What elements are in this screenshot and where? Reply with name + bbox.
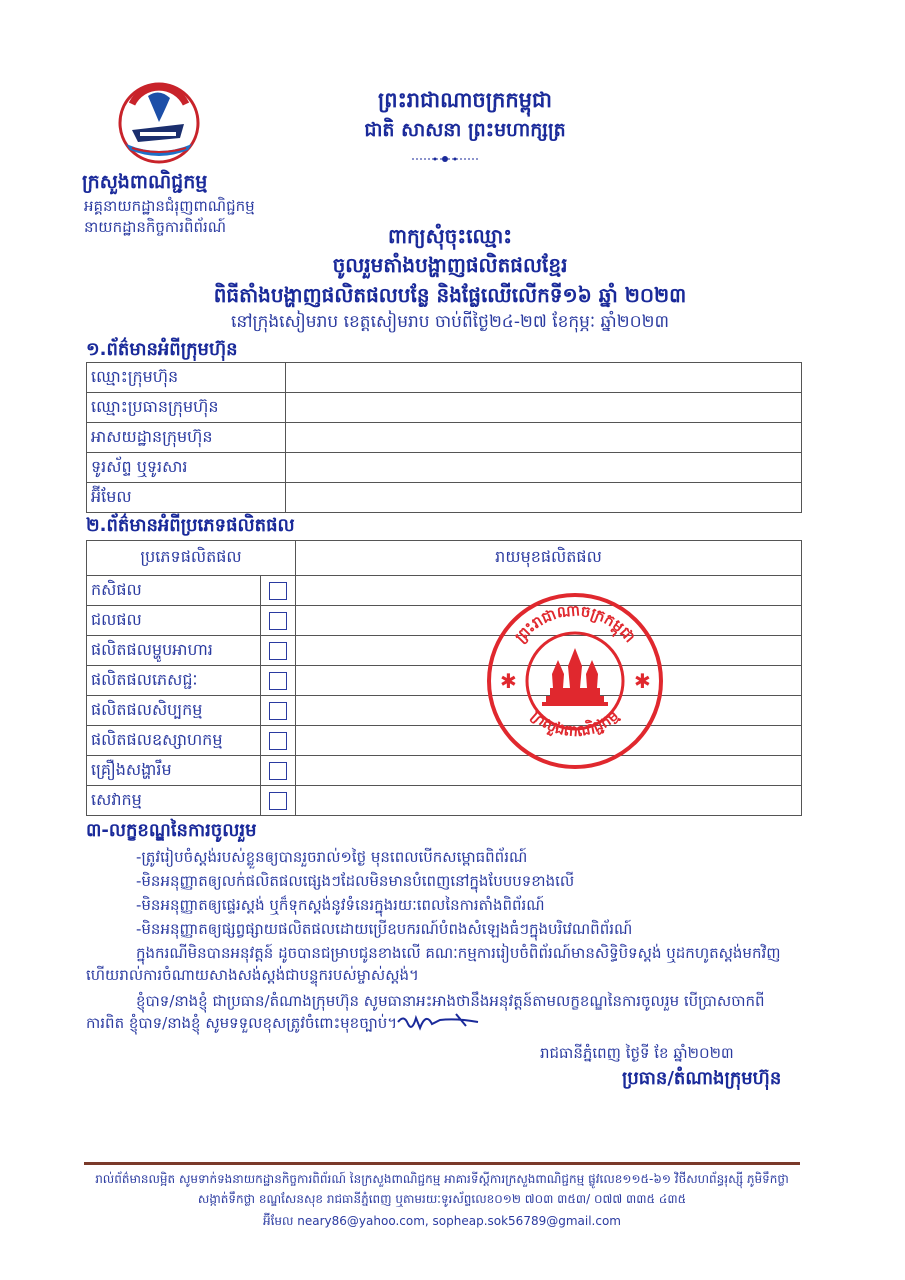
- product-type-checkbox[interactable]: [269, 582, 287, 600]
- product-type-checkbox[interactable]: [269, 762, 287, 780]
- phone-field[interactable]: [286, 453, 802, 483]
- date-line: រាជធានីភ្នំពេញ ថ្ងៃទី ខែ ឆ្នាំ២០២៣: [540, 1044, 734, 1062]
- form-subtitle: ចូលរួមតាំងបង្ហាញផលិតផលខ្មែរ: [332, 253, 568, 277]
- table-row: [87, 606, 802, 636]
- table-row: [87, 393, 802, 423]
- email-field[interactable]: [286, 483, 802, 513]
- product-type-checkbox[interactable]: [269, 642, 287, 660]
- table-row: [87, 423, 802, 453]
- section3-heading: ៣-លក្ខខណ្ឌនៃការចូលរួម: [86, 820, 257, 841]
- product-type-checkbox[interactable]: [269, 612, 287, 630]
- svg-text:✱: ✱: [500, 669, 517, 693]
- address-label: អាសយដ្ឋានក្រុមហ៊ុន: [87, 423, 286, 453]
- seal-top-text: ព្រះរាជាណាចក្រកម្ពុជា: [511, 601, 639, 647]
- pledge-paragraph-line2: ការពិត ខ្ញុំបាទ/នាងខ្ញុំ សូមទទួលខុសត្រូវចំពោះមុខច្បាប់។: [86, 1014, 398, 1032]
- pledge-paragraph-line1: ខ្ញុំបាទ/នាងខ្ញុំ ជាប្រធាន/តំណាងក្រុមហ៊ុន សូមធានាអះអាងថានឹងអនុវត្តន៍តាមលក្ខខណ្ឌនៃការចូលរួម បើប្រាសចាកពី: [136, 992, 765, 1010]
- footer-divider: [84, 1162, 800, 1165]
- table-header-row: [87, 541, 802, 576]
- event-name: ពិធីតាំងបង្ហាញផលិតផលបន្លែ និងផ្លែឈើលើកទី១៦ ឆ្នាំ ២០២៣: [213, 283, 687, 307]
- table-row: [87, 576, 802, 606]
- ministry-logo-icon: [118, 82, 200, 164]
- department-general: អគ្គនាយកដ្ឋានជំរុញពាណិជ្ជកម្ម: [84, 197, 255, 215]
- section1-heading: ១.ព័ត៌មានអំពីក្រុមហ៊ុន: [86, 339, 238, 360]
- form-title: ពាក្យសុំចុះឈ្មោះ: [387, 224, 513, 248]
- director-name-field[interactable]: [286, 393, 802, 423]
- section2-heading: ២.ព័ត៌មានអំពីប្រភេទផលិតផល: [86, 515, 295, 536]
- footer-contact-line2: សង្កាត់ទឹកថ្លា ខណ្ឌសែនសុខ រាជធានីភ្នំពេញ ឬតាមរយៈទូរស័ព្ទលេខ០១២ ៧០៣ ៣៥៣/ ០៧៧ ៣៣៥ ៤៣៥: [197, 1192, 687, 1206]
- national-motto: ជាតិ សាសនា ព្រះមហាក្សត្រ: [364, 119, 566, 141]
- penalty-paragraph-line2: ហើយរាល់ការចំណាយសាងសង់ស្តង់ជាបន្ទុករបស់ម្ចាស់ស្តង់។: [86, 966, 419, 984]
- product-list-cell[interactable]: [296, 786, 802, 816]
- product-type-label: សេវាកម្ម: [87, 786, 261, 816]
- kingdom-title: ព្រះរាជាណាចក្រកម្ពុជា: [377, 87, 552, 112]
- table-row: [87, 363, 802, 393]
- product-type-label: ផលិតផលភេសជ្ជៈ: [87, 666, 261, 696]
- product-type-table: [86, 540, 802, 816]
- table-row: [87, 756, 802, 786]
- table-row: [87, 453, 802, 483]
- ministry-name: ក្រសួងពាណិជ្ជកម្ម: [82, 171, 208, 193]
- product-type-label: ផលិតផលម្ហូបអាហារ: [87, 636, 261, 666]
- phone-label: ទូរស័ព្ទ ឬទូរសារ: [87, 453, 286, 483]
- product-type-checkbox[interactable]: [269, 792, 287, 810]
- company-name-field[interactable]: [286, 363, 802, 393]
- ministry-seal-icon: [486, 592, 664, 770]
- ornament-divider-icon: [412, 154, 478, 164]
- rule-item: -មិនអនុញ្ញាតឲ្យលក់ផលិតផលផ្សេងៗដែលមិនមានបំពេញនៅក្នុងបែបបទខាងលើ: [136, 872, 575, 890]
- product-type-label: កសិផល: [87, 576, 261, 606]
- table-row: [87, 666, 802, 696]
- table-row: [87, 483, 802, 513]
- seal-bottom-text: ក្រសួងពាណិជ្ជកម្ម: [527, 706, 623, 741]
- product-type-label: គ្រឿងសង្ហារឹម: [87, 756, 261, 786]
- table-row: [87, 726, 802, 756]
- handwritten-mark-icon: [396, 1010, 482, 1032]
- table-row: [87, 786, 802, 816]
- address-field[interactable]: [286, 423, 802, 453]
- product-type-checkbox[interactable]: [269, 732, 287, 750]
- table-row: [87, 696, 802, 726]
- svg-text:ក្រសួងពាណិជ្ជកម្ម: [528, 706, 622, 740]
- product-list-header: រាយមុខផលិតផល: [296, 541, 802, 576]
- svg-text:✱: ✱: [634, 669, 651, 693]
- product-type-checkbox[interactable]: [269, 702, 287, 720]
- table-row: [87, 636, 802, 666]
- product-type-label: ផលិតផលឧស្សាហកម្ម: [87, 726, 261, 756]
- rule-item: -មិនអនុញ្ញាតឲ្យផ្ទេរស្តង់ ឬក៏ទុកស្តង់នូវទំនេរក្នុងរយៈពេលនៃការតាំងពិព័រណ៍: [136, 896, 545, 914]
- rule-item: -ត្រូវរៀបចំស្តង់របស់ខ្លួនឲ្យបានរួចរាល់១ថ្ងៃ មុនពេលបើកសម្ពោធពិព័រណ៍: [136, 848, 528, 866]
- footer-contact-line1: រាល់ព័ត៌មានលម្អិត សូមទាក់ទងនាយកដ្ឋានកិច្ចការពិព័រណ៍ នៃក្រសួងពាណិជ្ជកម្ម អាគារទីស្តីការក្រសួងពាណិជ្ជកម្ម ផ្លូវលេខ១១៥-៦១ វិថីសហព័ន្ធរុស្ស៊ី ភូមិទឹកថ្លា: [95, 1172, 789, 1186]
- director-name-label: ឈ្មោះប្រធានក្រុមហ៊ុន: [87, 393, 286, 423]
- department-exhibition: នាយកដ្ឋានកិច្ចការពិព័រណ៍: [84, 218, 227, 236]
- company-name-label: ឈ្មោះក្រុមហ៊ុន: [87, 363, 286, 393]
- footer-email-line: អ៊ីមែល neary86@yahoo.com, sopheap.sok56789@gmail.com: [262, 1214, 621, 1228]
- product-type-label: ផលិតផលសិប្បកម្ម: [87, 696, 261, 726]
- product-type-checkbox[interactable]: [269, 672, 287, 690]
- rule-item: -មិនអនុញ្ញាតឲ្យផ្សព្វផ្សាយផលិតផលដោយប្រើឧបករណ៍បំពងសំឡេងធំៗក្នុងបរិវេណពិព័រណ៍: [136, 920, 633, 938]
- penalty-paragraph-line1: ក្នុងករណីមិនបានអនុវត្តន៍ ដូចបានជម្រាបជូនខាងលើ គណៈកម្មការរៀបចំពិព័រណ៍មានសិទ្ធិបិទស្តង់ ឬដកហូតស្តង់មកវិញ: [136, 944, 781, 962]
- company-info-table: [86, 362, 802, 513]
- product-type-label: ជលផល: [87, 606, 261, 636]
- product-type-header: ប្រភេទផលិតផល: [87, 541, 296, 576]
- signatory-title: ប្រធាន/តំណាងក្រុមហ៊ុន: [622, 1068, 782, 1089]
- event-location-date: នៅក្រុងសៀមរាប ខេត្តសៀមរាប ចាប់ពីថ្ងៃ២៤-២៧ ខែកុម្ភៈ ឆ្នាំ២០២៣: [230, 312, 670, 332]
- email-label: អ៊ីមែល: [87, 483, 286, 513]
